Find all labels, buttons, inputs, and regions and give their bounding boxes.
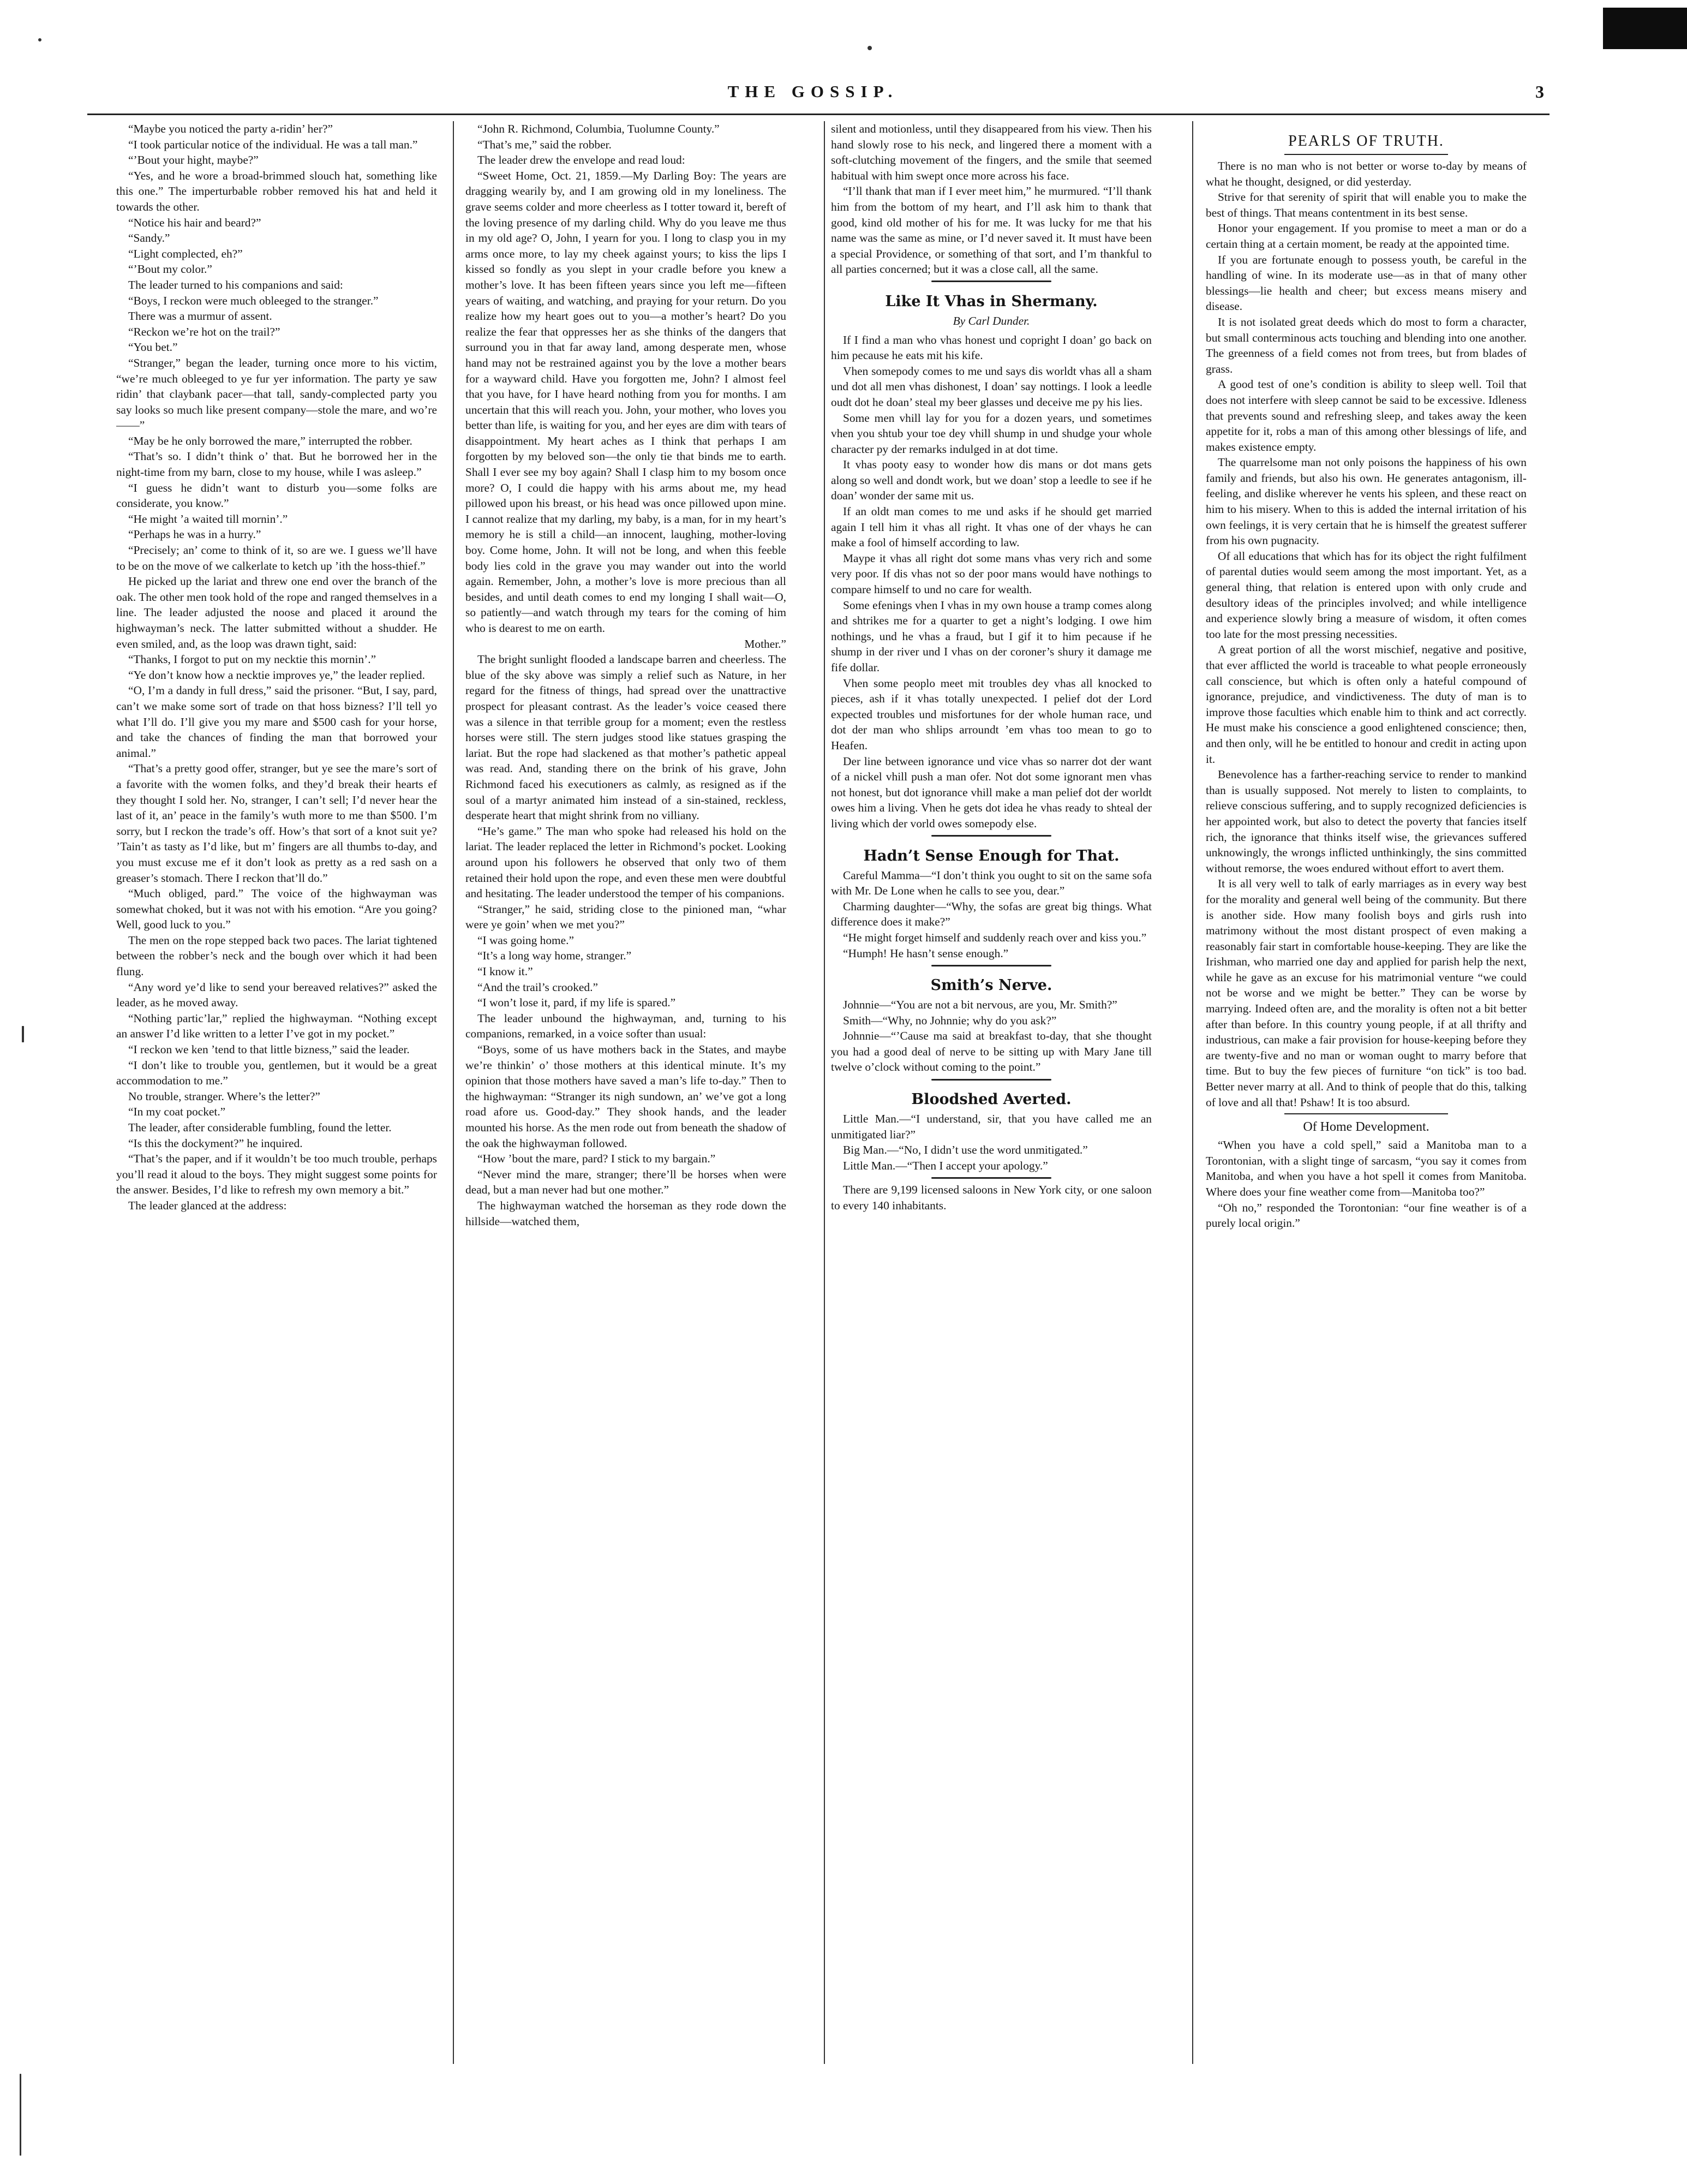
scan-speck: [22, 1026, 24, 1042]
paragraph: “He’s game.” The man who spoke had released his hold on the lariat. The leader replaced the letter in Richmond’s pocket. Looking around upon his followers he observed that only two of them retained their hold upon the rope, and even these men were doubtful and hesitating. The leader understood the temper of his companions.: [465, 824, 786, 900]
paragraph: “Boys, I reckon were much obleeged to the stranger.”: [128, 294, 379, 307]
paragraph: The leader turned to his companions and said:: [128, 278, 343, 291]
article-heading: Like It Vhas in Shermany.: [885, 293, 1098, 310]
scan-corner-mark: [1603, 8, 1687, 49]
paragraph: silent and motionless, until they disappeared from his view. Then his hand slowly rose to his neck, and lingered there a moment with a soft-clutching movement of the fingers, and the smile that seemed habitual with him swept once more across his face.: [831, 122, 1152, 182]
paragraph: “Maybe you noticed the party a-ridin’ her?”: [128, 122, 333, 135]
column-rule: [1192, 121, 1193, 2064]
paragraph: The highwayman watched the horseman as they rode down the hillside—watched them,: [465, 1198, 786, 1228]
column-4: [1206, 132, 1527, 2184]
paragraph: Johnnie—“You are not a bit nervous, are you, Mr. Smith?”: [843, 998, 1117, 1012]
paragraph: Maype it vhas all right dot some mans vhas very rich and some very poor. If dis vhas not so der poor mans would have nothings to compare himself to und no care for wealth.: [831, 551, 1152, 596]
letter-text: “Sweet Home, Oct. 21, 1859.—My Darling Boy: The years are dragging wearily by, and I am growing old in my loneliness. The grave seems colder and more cheerless as I totter toward it, bereft of the loving presence of my darling child. Why do you leave me thus in my old age? O, John, I yearn for you. I long to clasp you in my arms once more, to lay my cheek against yours; to kiss the lips I kissed so fondly as you slept in your cradle before you knew a mother’s love. It has been fifteen years since you left me—fifteen years of waiting, and watching, and praying for your return. Do you realize how my heart goes out to you—a mother’s heart? Do you realize the fear that oppresses her as she thinks of the dangers that surround you in that far away land, among desperate men, whose hand may not be restrained against you by the love a mother bears for a wayward child. Have you forgotten me, John? I almost feel that you have, for I have heard nothing from you for months. I am uncertain that this will reach you. John, your mother, who loves you better than life, is waiting for you, and her eyes are dim with tears of disappointment. My heart aches as I think that perhaps I am forgotten by my beloved son—the only tie that binds me to earth. Shall I ever see my boy again? Shall I clasp him to my bosom once more? O, I could die happy with his arms about me, my head pillowed upon his breast, or his head was once pillowed upon mine. I cannot realize that my darling, my baby, is a man, for in my heart’s memory he is still a child—an innocent, laughing, mother-loving boy. Come home, John. It will not be long, and when this feeble body lies cold in the grave you may wander out into the world again. Remember, John, a mother’s love is more precious than all besides, and until death comes to end my longing I shall wait—O, so patiently—and watch through my tears for the coming of him who is dearest to me on earth.: [465, 169, 786, 635]
paragraph: “’Bout your hight, maybe?”: [128, 153, 259, 167]
paragraph: Honor your engagement. If you promise to meet a man or do a certain thing at a certain moment, be ready at the appointed time.: [1206, 222, 1527, 250]
paragraph: “And the trail’s crooked.”: [477, 980, 598, 994]
section-separator: [831, 1075, 1152, 1084]
paragraph: “Thanks, I forgot to put on my necktie this mornin’.”: [128, 653, 376, 666]
paragraph: The leader unbound the highwayman, and, turning to his companions, remarked, in a voice softer than usual:: [465, 1011, 786, 1041]
paragraph: “Never mind the mare, stranger; there’ll be horses when were dead, but a man never had but one mother.”: [465, 1167, 786, 1197]
paragraph: “Sandy.”: [128, 231, 170, 245]
paragraph: Strive for that serenity of spirit that will enable you to make the best of things. That means contentment in its best sense.: [1206, 190, 1527, 219]
paragraph: Smith—“Why, no Johnnie; why do you ask?”: [843, 1013, 1057, 1027]
paragraph: “Notice his hair and beard?”: [128, 216, 261, 229]
paragraph: Vhen some peoplo meet mit troubles dey vhas all knocked to pieces, ash if it vhas totally unexpected. I pelief dot der Lord expected troubles und misfortunes for der whole human race, und dot der man who shlips arroundt ’em vhas too mean to go to Heafen.: [831, 676, 1152, 752]
paragraph: “I won’t lose it, pard, if my life is spared.”: [477, 996, 676, 1010]
paragraph: “I reckon we ken ’tend to that little bizness,” said the leader.: [128, 1043, 410, 1057]
paragraph: Charming daughter—“Why, the sofas are great big things. What difference does it make?”: [831, 899, 1152, 929]
paragraph: A great portion of all the worst mischief, negative and positive, that ever afflicted the world is traceable to what people erroneously call conscience, but which is often only a hateful compound of ignorance, prejudice, and vindictiveness. The duty of man is to improve those faculties which enable him to think and act correctly. He must make his conscience a good enlightened conscience; then, and then only, will he be entitled to honour and credit in acting upon it.: [1206, 643, 1527, 766]
paragraph: “When you have a cold spell,” said a Manitoba man to a Torontonian, with a slight tinge of sarcasm, “you say it comes from Manitoba, and when you have a hot spell it comes from Manitoba. Where does your fine weather come from—Manitoba too?”: [1206, 1138, 1527, 1198]
paragraph: Vhen somepody comes to me und says dis worldt vhas all a sham und dot all men vhas dishonest, I doan’ say nottings. I look a leedle oudt dot he doan’ steal my beer glasses und deceive me py his lies.: [831, 364, 1152, 409]
paragraph: “I guess he didn’t want to disturb you—some folks are considerate, you know.”: [116, 481, 437, 510]
header-rule: [87, 114, 1550, 115]
paragraph: Der line between ignorance und vice vhas so narrer dot der want of a nickel vhill push a man ofer. Not dot some ignorant men vhas not honest, but dot ignorance vhill make a man pelief dot der worldt owes him a living. Vhen he gets dot idea he vhas ready to shteal der living which der vorld owes somepody else.: [831, 754, 1152, 830]
article-heading: Smith’s Nerve.: [930, 977, 1052, 994]
column-2: [465, 121, 786, 2173]
paragraph: “O, I’m a dandy in full dress,” said the prisoner. “But, I say, pard, can’t we make some sort of trade on that hoss bizness? I’ll tell yo what I’ll do. I’ll give you my mare and $500 cash for your horse, and take the chances of finding the man that borrowed your animal.”: [116, 684, 437, 760]
paragraph: Careful Mamma—“I don’t think you ought to sit on the same sofa with Mr. De Lone when he calls to see you, dear.”: [831, 868, 1152, 898]
paragraph: The leader glanced at the address:: [128, 1198, 287, 1212]
paragraph: It is not isolated great deeds which do most to form a character, but small conterminous acts touching and blending into one another. The greenness of a field comes not from trees, but from blades of grass.: [1206, 315, 1527, 375]
section-heading: Of Home Development.: [1303, 1120, 1429, 1135]
paragraph: Little Man.—“I understand, sir, that you have called me an unmitigated liar?”: [831, 1112, 1152, 1141]
newspaper-title: THE GOSSIP.: [727, 82, 899, 101]
paragraph: “I took particular notice of the individual. He was a tall man.”: [128, 138, 418, 151]
page-number: 3: [1535, 82, 1544, 102]
scan-speck: [38, 38, 41, 41]
paragraph: He picked up the lariat and threw one end over the branch of the oak. The other men took hold of the rope and ranged themselves in a line. The leader adjusted the noose and placed it around the highwayman’s neck. The latter submitted without a shudder. He even smiled, and, as the loop was drawn tight, said:: [116, 575, 437, 651]
letter-signature: Mother.”: [744, 637, 786, 651]
article-heading: Bloodshed Averted.: [911, 1091, 1072, 1108]
column-rule: [824, 121, 825, 2064]
paragraph: “He might forget himself and suddenly reach over and kiss you.”: [843, 930, 1147, 944]
paragraph: “Oh no,” responded the Torontonian: “our fine weather is of a purely local origin.”: [1206, 1201, 1527, 1230]
paragraph: “I know it.”: [477, 965, 533, 978]
paragraph: If an oldt man comes to me und asks if he should get married again I tell him it vhas all right. It vhas one of der vhays he can make a fool of himself according to law.: [831, 505, 1152, 550]
scan-speck: [20, 2074, 21, 2156]
paragraph: Little Man.—“Then I accept your apology.”: [843, 1159, 1048, 1172]
column-3: [831, 121, 1152, 2173]
section-separator: [831, 277, 1152, 286]
paragraph: “Yes, and he wore a broad-brimmed slouch hat, something like this one.” The imperturbable robber removed his hat and held it towards the other.: [116, 169, 437, 213]
paragraph: “That’s the paper, and if it wouldn’t be too much trouble, perhaps you’ll read it aloud to the boys. They might suggest some points for the answer. Besides, I’d like to refresh my own memory a bit.”: [116, 1152, 437, 1197]
paragraph: Some efenings vhen I vhas in my own house a tramp comes along and shtrikes me for a quarter to get a night’s lodging. I owe him nothings, und he vhas a fraud, but I gif it to him pecause if he shump in der river und I vhas on der coroner’s shury it damage me fife dollar.: [831, 598, 1152, 674]
paragraph: The leader drew the envelope and read loud:: [477, 153, 685, 167]
section-separator: [831, 961, 1152, 970]
section-separator: [831, 1173, 1152, 1182]
paragraph: “Stranger,” he said, striding close to the pinioned man, “whar were ye goin’ when we met you?”: [465, 902, 786, 932]
section-separator: [831, 832, 1152, 840]
paragraph: “I was going home.”: [477, 933, 575, 947]
paragraph: “Any word ye’d like to send your bereaved relatives?” asked the leader, as he moved away.: [116, 980, 437, 1010]
column-rule: [453, 121, 454, 2064]
paragraph: The men on the rope stepped back two paces. The lariat tightened between the robber’s neck and the bough over which it had been flung.: [116, 933, 437, 978]
heading-rule: [1284, 154, 1448, 155]
paragraph: The quarrelsome man not only poisons the happiness of his own family and friends, but also his own. He generates antagonism, ill-feeling, and dislike wherever he vents his spleen, and these react on him to his misery. When to this is added the internal irritation of his own feelings, it is very certain that he is himself the greatest sufferer from his own pugnacity.: [1206, 456, 1527, 547]
paragraph: “Reckon we’re hot on the trail?”: [128, 325, 280, 338]
paragraph: “’Bout my color.”: [128, 262, 212, 276]
paragraph: “Precisely; an’ come to think of it, so are we. I guess we’ll have to be on the move of we calkerlate to ketch up ’ith the hoss-thief.”: [116, 544, 437, 572]
paragraph: Johnnie—“’Cause ma said at breakfast to-day, that she thought you had a good deal of nerve to be sitting up with Mary Jane till twelve o’clock without coming to the point.”: [831, 1029, 1152, 1074]
paragraph: There are 9,199 licensed saloons in New York city, or one saloon to every 140 inhabitants.: [831, 1183, 1152, 1213]
paragraph: It is all very well to talk of early marriages as in every way best for the morality and general well being of the community. But there is another side. How many foolish boys and girls rush into matrimony without the most distant prospect of even making a reasonably fair start in comfortable house-keeping. They are like the Irishman, who married one day and applied for parish help the next, while he gave as an excuse for his matrimonial venture “we could not be worse and we might be better.” They can be worse by marrying. Indeed often are, and the morality is often not a bit better after than before. In this country young people, if at all thrifty and industrious, can make a fair provision for house-keeping before they are twenty-five and no man or woman ought to marry before that time. But to buy the few pieces of furniture “on tick” is too bad. Better never marry at all. And to think of people that do this, talking of love and all that! Pshaw! It is too absurd.: [1206, 877, 1527, 1109]
paragraph: “He might ’a waited till mornin’.”: [128, 512, 288, 526]
section-heading: PEARLS OF TRUTH.: [1288, 133, 1444, 150]
paragraph: “Light complected, eh?”: [128, 247, 243, 260]
paragraph: “Perhaps he was in a hurry.”: [128, 528, 261, 541]
paragraph: A good test of one’s condition is ability to sleep well. Toil that does not interfere with sleep cannot be said to be excessive. Idleness that prevents sound and refreshing sleep, and takes away the keen appetite for it, robs a man of this among other blessings of life, and makes existence empty.: [1206, 378, 1527, 453]
paragraph: “You bet.”: [128, 341, 178, 354]
heading-rule: [1284, 1113, 1448, 1114]
paragraph: “Nothing partic’lar,” replied the highwayman. “Nothing except an answer I’d like written to a letter I’ve got in my pocket.”: [116, 1011, 437, 1041]
paragraph: “Stranger,” began the leader, turning once more to his victim, “we’re much obleeged to ye fur yer information. The party ye saw ridin’ that claybank pacer—that tall, sandy-complected party you say looks so much like present company—stole the mare, and wo’re——”: [116, 356, 437, 432]
paragraph: If I find a man who vhas honest und copright I doan’ go back on him pecause he eats mit his kife.: [831, 333, 1152, 362]
article-byline: By Carl Dunder.: [953, 314, 1030, 327]
paragraph: There is no man who is not better or worse to-day by means of what he thought, designed, or did yesterday.: [1206, 159, 1527, 188]
paragraph: Big Man.—“No, I didn’t use the word unmitigated.”: [843, 1143, 1088, 1157]
paragraph: The bright sunlight flooded a landscape barren and cheerless. The blue of the sky above was simply a relief such as Nature, in her regard for the fitness of things, had spread over the unattractive prospect for pleasant contrast. As the leader’s voice ceased there was a silence in that terrible group for a moment; even the restless horses were still. The stern judges stood like statues grasping the lariat. But the rope had slackened as that mother’s pathetic appeal was read. And, standing there on the brink of his grave, John Richmond faced his executioners as calmly, as resigned as if the soul of a martyr animated him instead of a sin-stained, reckless, desperate heart that might shrink from no villiany.: [465, 653, 786, 822]
scan-speck: [868, 46, 872, 50]
paragraph: “Boys, some of us have mothers back in the States, and maybe we’re thinkin’ o’ those mothers at this identical minute. It’s my opinion that those mothers have saved a man’s life to-day.” Then to the highwayman: “Stranger its nigh sundown, an’ we’ve got a long road afore us. Good-day.” They shook hands, and the leader mounted his horse. As the men rode out from beneath the shadow of the oak the highwayman followed.: [465, 1043, 786, 1150]
paragraph: It vhas pooty easy to wonder how dis mans or dot mans gets along so well and dondt work, but we doan’ stop a leedle to see if he doan’ wonder der same mit us.: [831, 458, 1152, 503]
paragraph: “That’s so. I didn’t think o’ that. But he borrowed her in the night-time from my barn, close to my house, while I was asleep.”: [116, 450, 437, 479]
article-heading: Hadn’t Sense Enough for That.: [863, 847, 1120, 864]
paragraph: “How ’bout the mare, pard? I stick to my bargain.”: [477, 1152, 716, 1166]
paragraph: Some men vhill lay for you for a dozen years, und sometimes vhen you shtub your toe dey vhill shump in und shudge your whole character py der remarks indulged in at dot time.: [831, 411, 1152, 456]
paragraph: “That’s me,” said the robber.: [477, 138, 612, 151]
paragraph: No trouble, stranger. Where’s the letter?”: [128, 1089, 320, 1103]
paragraph: “Is this the dockyment?” he inquired.: [128, 1136, 303, 1150]
paragraph: “Ye don’t know how a necktie improves ye,” the leader replied.: [128, 668, 425, 682]
paragraph: “That’s a pretty good offer, stranger, but ye see the mare’s sort of a favorite with the women folks, and they’d break their hearts ef they thought I sold her. No, stranger, I can’t sell; I’d never hear the last of it, an’ peace in the family’s wuth more to me than $500. I’m sorry, but I reckon the trade’s off. How’s that sort of a knot suit ye? ’Tain’t as tasty as I’d like, but m’ fingers are all thumbs to-day, and you must excuse me ef it don’t look as pretty as a red sash on a greaser’s stomach. There I reckon that’ll do.”: [116, 762, 437, 885]
paragraph: “Humph! He hasn’t sense enough.”: [843, 946, 1009, 960]
paragraph: There was a murmur of assent.: [128, 309, 272, 323]
paragraph: “John R. Richmond, Columbia, Tuolumne County.”: [477, 122, 720, 135]
paragraph: Of all educations that which has for its object the right fulfilment of parental duties would seem among the most important. Yet, as a general thing, that relation is entered upon with only crude and desultory ideas of the principles involved; and while intelligence and experience slowly bring a measure of wisdom, it often comes too late for the most pressing necessities.: [1206, 549, 1527, 641]
paragraph: “Much obliged, pard.” The voice of the highwayman was somewhat choked, but it was not with his emotion. “Are you going? Well, good luck to you.”: [116, 887, 437, 932]
paragraph: “I don’t like to trouble you, gentlemen, but it would be a great accommodation to me.”: [116, 1058, 437, 1088]
paragraph: Benevolence has a farther-reaching service to render to mankind than is usually supposed. Not merely to listen to complaints, to relieve conscious suffering, and to supply recognized deficiencies is her appointed work, but also to detect the poverty that fancies itself rich, the ignorance that thinks itself wise, the grievances suffered unknowingly, the wrongs inflicted unthinkingly, the sins committed without remorse, the woes endured without effort to avert them.: [1206, 768, 1527, 875]
paragraph: “I’ll thank that man if I ever meet him,” he murmured. “I’ll thank him from the bottom of my heart, and I’ll ask him to thank that good, kind old mother of his for me. It was lucky for me that his name was the same as mine, or I’d never saved it. It must have been a special Providence, or something of that sort, and I’m thankful to all parties concerned; but it was a close call, all the same.: [831, 184, 1152, 276]
paragraph: The leader, after considerable fumbling, found the letter.: [128, 1121, 392, 1134]
paragraph: “It’s a long way home, stranger.”: [477, 949, 632, 963]
column-1: [116, 121, 437, 2173]
paragraph: “May be he only borrowed the mare,” interrupted the robber.: [128, 434, 412, 447]
paragraph: If you are fortunate enough to possess youth, be careful in the handling of wine. In its moderate use—as in that of many other blessings—lie health and cheer; but excess means misery and disease.: [1206, 253, 1527, 313]
paragraph: “In my coat pocket.”: [128, 1105, 226, 1119]
